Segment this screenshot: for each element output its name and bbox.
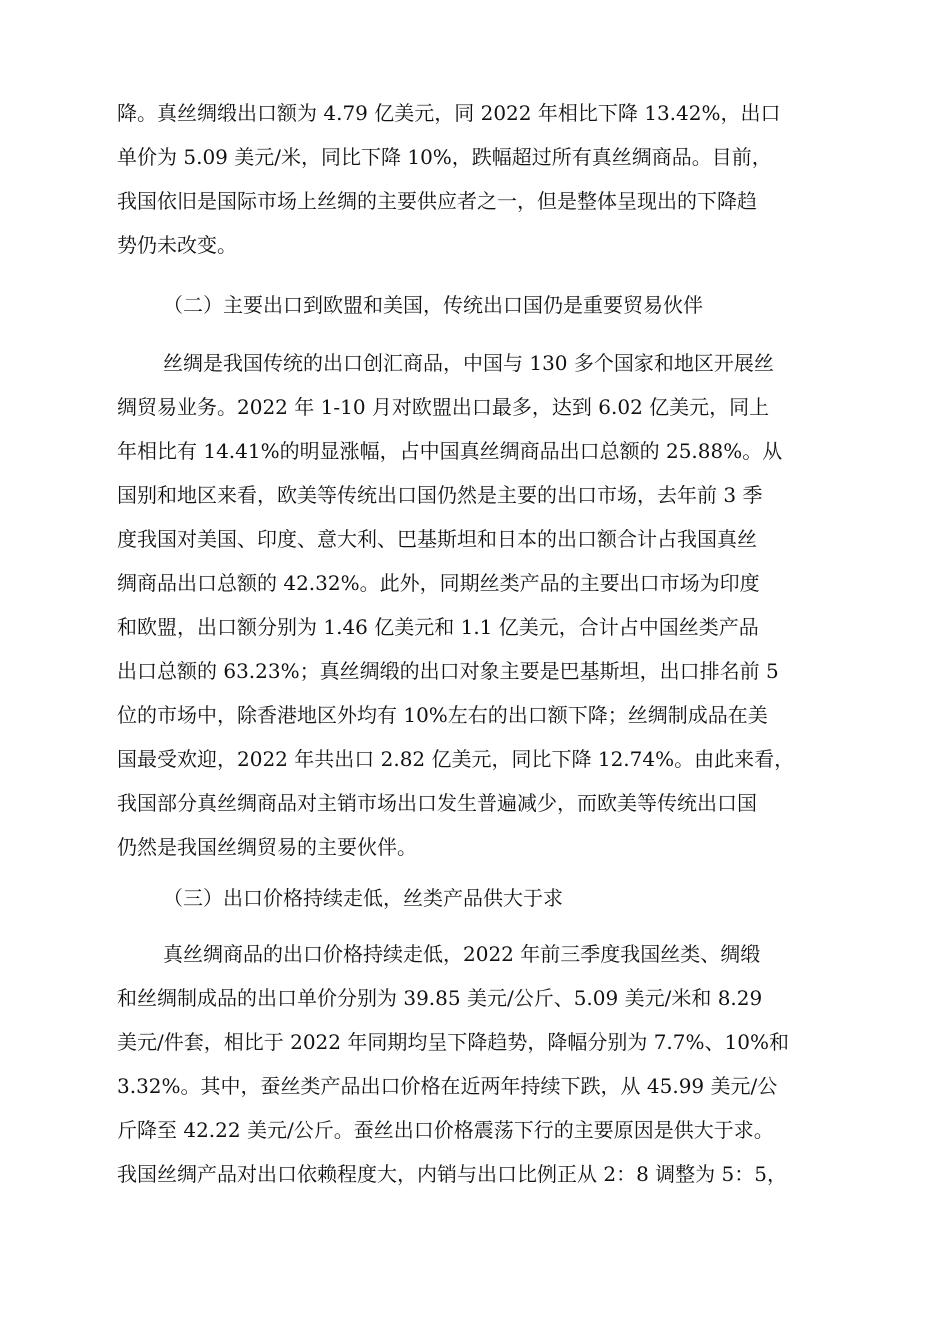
text-line: 丝绸是我国传统的出口创汇商品，中国与 130 多个国家和地区开展丝 xyxy=(163,351,774,375)
text-line: 我国丝绸产品对出口依赖程度大，内销与出口比例正从 2：8 调整为 5：5， xyxy=(117,1162,787,1186)
section-heading: （二）主要出口到欧盟和美国，传统出口国仍是重要贸易伙伴 xyxy=(163,293,703,317)
text-line: 绸商品出口总额的 42.32%。此外，同期丝类产品的主要出口市场为印度 xyxy=(117,571,760,595)
text-line: 和丝绸制成品的出口单价分别为 39.85 美元/公斤、5.09 美元/米和 8.29 xyxy=(117,986,763,1010)
text-line: 度我国对美国、印度、意大利、巴基斯坦和日本的出口额合计占我国真丝 xyxy=(117,527,757,551)
text-line: 和欧盟，出口额分别为 1.46 亿美元和 1.1 亿美元，合计占中国丝类产品 xyxy=(117,615,759,639)
text-line: 斤降至 42.22 美元/公斤。蚕丝出口价格震荡下行的主要原因是供大于求。 xyxy=(117,1118,774,1142)
text-line: 我国依旧是国际市场上丝绸的主要供应者之一，但是整体呈现出的下降趋 xyxy=(117,189,757,213)
text-line: 仍然是我国丝绸贸易的主要伙伴。 xyxy=(117,835,417,859)
text-line: 3.32%。其中，蚕丝类产品出口价格在近两年持续下跌，从 45.99 美元/公 xyxy=(117,1074,778,1098)
text-line: 单价为 5.09 美元/米，同比下降 10%，跌幅超过所有真丝绸商品。目前， xyxy=(117,145,772,169)
text-line: 年相比有 14.41%的明显涨幅，占中国真丝绸商品出口总额的 25.88%。从 xyxy=(117,439,783,463)
text-line: 势仍未改变。 xyxy=(117,233,237,257)
section-heading: （三）出口价格持续走低，丝类产品供大于求 xyxy=(163,886,563,910)
text-line: 真丝绸商品的出口价格持续走低，2022 年前三季度我国丝类、绸缎 xyxy=(163,942,761,966)
text-line: 国别和地区来看，欧美等传统出口国仍然是主要的出口市场，去年前 3 季 xyxy=(117,483,763,507)
text-line: 美元/件套，相比于 2022 年同期均呈下降趋势，降幅分别为 7.7%、10%和 xyxy=(117,1030,789,1054)
text-line: 国最受欢迎，2022 年共出口 2.82 亿美元，同比下降 12.74%。由此来看， xyxy=(117,747,795,771)
text-line: 绸贸易业务。2022 年 1-10 月对欧盟出口最多，达到 6.02 亿美元，同上 xyxy=(117,395,770,419)
text-line: 降。真丝绸缎出口额为 4.79 亿美元，同 2022 年相比下降 13.42%，出口 xyxy=(117,101,781,125)
text-line: 出口总额的 63.23%；真丝绸缎的出口对象主要是巴基斯坦，出口排名前 5 xyxy=(117,659,779,683)
text-line: 位的市场中，除香港地区外均有 10%左右的出口额下降；丝绸制成品在美 xyxy=(117,703,768,727)
text-line: 我国部分真丝绸商品对主销市场出口发生普遍减少，而欧美等传统出口国 xyxy=(117,791,757,815)
